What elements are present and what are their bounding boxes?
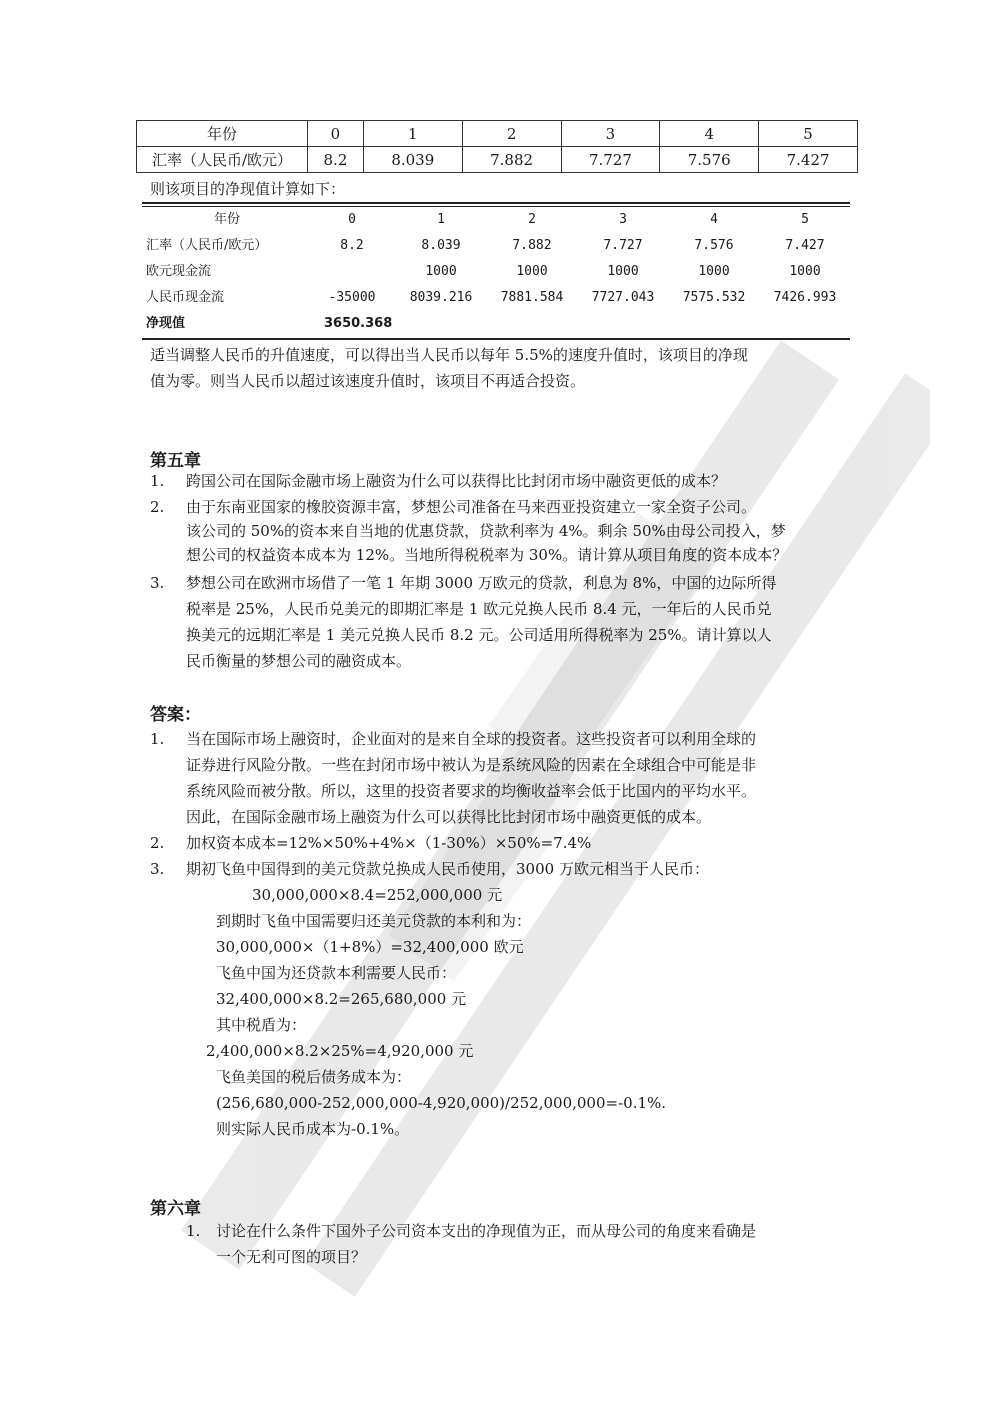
calc-line: 则实际人民币成本为-0.1%。 xyxy=(216,1120,410,1138)
question-line: 一个无利可图的项目？ xyxy=(216,1248,367,1266)
question-line: 讨论在什么条件下国外子公司资本支出的净现值为正，而从母公司的角度来看确是 xyxy=(216,1222,757,1240)
table-cell: 年份 xyxy=(137,121,308,147)
question-line: 税率是 25%，人民币兑美元的即期汇率是 1 欧元兑换人民币 8.4 元，一年后的人民币兑 xyxy=(186,600,772,618)
answer-line: 因此，在国际金融市场上融资为什么可以获得比比封闭市场中融资更低的成本。 xyxy=(186,808,712,826)
table-cell: 3 xyxy=(561,121,660,147)
table-cell: 1000 xyxy=(698,264,730,279)
table-cell: 4 xyxy=(660,121,759,147)
chapter6-title: 第六章 xyxy=(150,1199,201,1219)
table-row-rate xyxy=(137,147,858,173)
question-line: 跨国公司在国际金融市场上融资为什么可以获得比比封闭市场中融资更低的成本？ xyxy=(186,472,727,490)
table-cell: 7.882 xyxy=(512,238,552,253)
question-number: 3. xyxy=(150,574,165,592)
table-cell: 7.427 xyxy=(759,147,858,173)
question-number: 2. xyxy=(150,498,165,516)
question-number: 1. xyxy=(186,1222,201,1240)
question-line: 民币衡量的梦想公司的融资成本。 xyxy=(186,652,412,670)
table-cell: 8.2 xyxy=(308,147,364,173)
answers-title: 答案： xyxy=(150,705,201,725)
table-cell: 7426.993 xyxy=(773,290,837,305)
table-cell: 1 xyxy=(363,121,462,147)
table-row-years xyxy=(137,121,858,147)
table-cell: 8.039 xyxy=(421,238,461,253)
table-cell: 2 xyxy=(528,212,536,227)
table-cell: 8039.216 xyxy=(409,290,473,305)
npv-table xyxy=(142,200,850,340)
table-cell: 5 xyxy=(801,212,809,227)
table-cell: 1000 xyxy=(425,264,457,279)
table-cell: 1 xyxy=(437,212,445,227)
question-line: 由于东南亚国家的橡胶资源丰富，梦想公司准备在马来西亚投资建立一家全资子公司。 xyxy=(186,498,757,516)
table-cell: 欧元现金流 xyxy=(146,264,212,279)
calc-line: (256,680,000-252,000,000-4,920,000)/252,000,000=-0.1%. xyxy=(216,1094,667,1112)
answer-number: 2. xyxy=(150,834,165,852)
table-cell: 2 xyxy=(462,121,561,147)
table-cell: 7575.532 xyxy=(682,290,746,305)
npv-intro: 则该项目的净现值计算如下： xyxy=(150,180,346,198)
calc-line: 到期时飞鱼中国需要归还美元贷款的本利和为： xyxy=(216,912,532,930)
table-cell: 7.727 xyxy=(603,238,643,253)
table-cell: 人民币现金流 xyxy=(146,290,225,305)
rule xyxy=(142,202,850,204)
npv-value: 3650.368 xyxy=(324,316,393,331)
table-cell: 7727.043 xyxy=(591,290,655,305)
table-cell: 1000 xyxy=(607,264,639,279)
answer-line: 证券进行风险分散。一些在封闭市场中被认为是系统风险的因素在全球组合中可能是非 xyxy=(186,756,757,774)
calc-line: 30,000,000×8.4=252,000,000 元 xyxy=(252,886,503,904)
table-cell: 7.882 xyxy=(462,147,561,173)
exchange-rate-table xyxy=(136,120,858,173)
answer-line: 系统风险而被分散。所以，这里的投资者要求的均衡收益率会低于比国内的平均水平。 xyxy=(186,782,757,800)
table-cell: 4 xyxy=(710,212,718,227)
table-cell: 年份 xyxy=(214,212,241,227)
table-cell: 8.2 xyxy=(340,238,364,253)
table-cell: 7881.584 xyxy=(500,290,564,305)
table-cell: -35000 xyxy=(328,290,376,305)
table-cell: 5 xyxy=(759,121,858,147)
table-cell: 7.427 xyxy=(785,238,825,253)
calc-line: 飞鱼美国的税后债务成本为： xyxy=(216,1068,412,1086)
question-line: 梦想公司在欧洲市场借了一笔 1 年期 3000 万欧元的贷款，利息为 8%，中国的边际所得 xyxy=(186,574,777,592)
table-cell: 7.576 xyxy=(694,238,734,253)
question-line: 换美元的远期汇率是 1 美元兑换人民币 8.2 元。公司适用所得税率为 25%。请计算以人 xyxy=(186,626,772,644)
question-line: 想公司的权益资本成本为 12%。当地所得税税率为 30%。请计算从项目角度的资本成本？ xyxy=(186,546,788,564)
npv-label: 净现值 xyxy=(146,316,186,331)
table-cell: 1000 xyxy=(516,264,548,279)
answer-line: 加权资本成本=12%×50%+4%×（1-30%）×50%=7.4% xyxy=(186,834,592,852)
table-cell: 8.039 xyxy=(363,147,462,173)
answer-number: 1. xyxy=(150,730,165,748)
answer-line: 期初飞鱼中国得到的美元贷款兑换成人民币使用，3000 万欧元相当于人民币： xyxy=(186,860,709,878)
chapter5-title: 第五章 xyxy=(150,451,201,471)
calc-line: 32,400,000×8.2=265,680,000 元 xyxy=(216,990,467,1008)
calc-line: 2,400,000×8.2×25%=4,920,000 元 xyxy=(206,1042,474,1060)
table-cell: 7.576 xyxy=(660,147,759,173)
rule xyxy=(142,338,850,340)
table-cell: 0 xyxy=(308,121,364,147)
table-cell: 0 xyxy=(348,212,356,227)
answer-number: 3. xyxy=(150,860,165,878)
calc-line: 其中税盾为： xyxy=(216,1016,307,1034)
table-cell: 3 xyxy=(619,212,627,227)
table-cell: 1000 xyxy=(789,264,821,279)
question-number: 1. xyxy=(150,472,165,490)
answer-line: 当在国际市场上融资时，企业面对的是来自全球的投资者。这些投资者可以利用全球的 xyxy=(186,730,757,748)
rule xyxy=(142,206,850,207)
table-cell: 7.727 xyxy=(561,147,660,173)
calc-line: 30,000,000×（1+8%）=32,400,000 欧元 xyxy=(216,938,524,956)
note-line: 适当调整人民币的升值速度，可以得出当人民币以每年 5.5%的速度升值时，该项目的净现 xyxy=(150,346,748,364)
table-cell: 汇率（人民币/欧元） xyxy=(146,238,268,253)
note-line: 值为零。则当人民币以超过该速度升值时，该项目不再适合投资。 xyxy=(150,372,586,390)
table-cell: 汇率（人民币/欧元） xyxy=(137,147,308,173)
question-line: 该公司的 50%的资本来自当地的优惠贷款，贷款利率为 4%。剩余 50%由母公司投入，梦 xyxy=(186,522,786,540)
calc-line: 飞鱼中国为还贷款本利需要人民币： xyxy=(216,964,457,982)
